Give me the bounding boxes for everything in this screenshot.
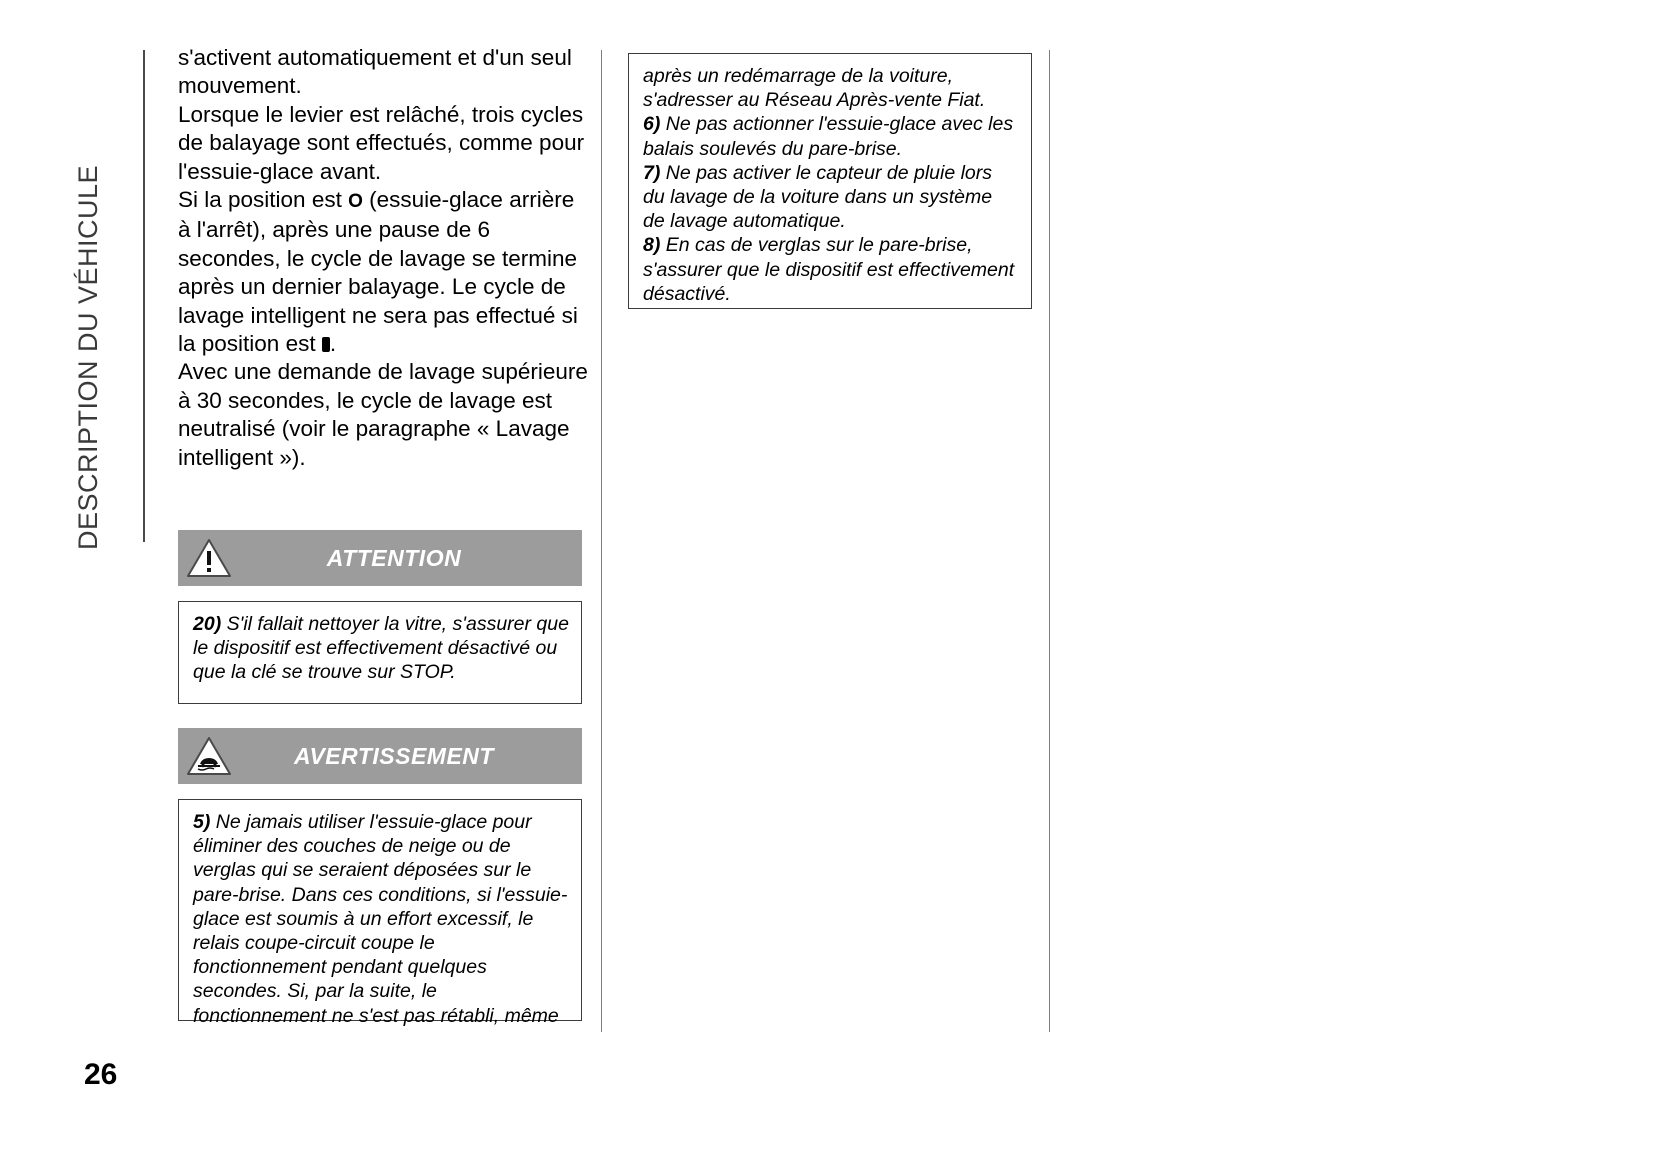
note-5-text: Ne jamais utiliser l'essuie-glace pour éliminer des couches de neige ou de verglas qui se seraient déposées sur le pare-brise. Dans ces conditions, si l'essuie-glace est soumis à un effort excessif, le relais coupe-circuit coupe le fonctionnement pendant quelques secondes. Si, par la suite, le fonctionnement ne s'est pas rétabli, même: [193, 811, 568, 1027]
note-box-20: [178, 601, 582, 704]
column-divider-left: [601, 50, 602, 1032]
avertissement-banner: [178, 728, 582, 784]
paragraph-3-part-c: .: [329, 331, 337, 357]
paragraph-3-part-a: Si la position est: [178, 187, 349, 213]
avertissement-banner-label: AVERTISSEMENT: [294, 742, 494, 769]
note-7-text: Ne pas activer le capteur de pluie lors du lavage de la voiture dans un système de lavage automatique.: [643, 161, 993, 233]
note-7-number: 7): [643, 161, 661, 184]
note-6-number: 6): [643, 113, 661, 136]
vertical-rule: [143, 50, 145, 542]
note-box-5: [178, 799, 582, 1027]
note-8-text: En cas de verglas sur le pare-brise, s'assurer que le dispositif est effectivement désactivé.: [643, 234, 1015, 305]
column-divider-right: [1049, 50, 1050, 1032]
warning-triangle-icon: [178, 530, 240, 586]
note-6-text: Ne pas actionner l'essuie-glace avec les balais soulevés du pare-brise.: [643, 113, 1014, 160]
note-box-right-column: [628, 53, 1032, 309]
note-5-number: 5): [193, 811, 211, 833]
attention-banner: [178, 530, 582, 586]
note-7-content: [643, 161, 1019, 234]
paragraph-4: Avec une demande de lavage supérieure à 30 secondes, le cycle de lavage est neutralisé (voir le paragraphe « Lavage intelligent »).: [178, 359, 588, 470]
attention-banner-label: ATTENTION: [326, 544, 462, 571]
right-note-intro: après un redémarrage de la voiture, s'adresser au Réseau Après-vente Fiat.: [643, 65, 986, 112]
vertical-chapter-title: [73, 50, 148, 550]
paragraph-2: Lorsque le levier est relâché, trois cycles de balayage sont effectués, comme pour l'essuie-glace avant.: [178, 101, 585, 184]
note-8-number: 8): [643, 234, 661, 257]
wiper-off-symbol-icon: O: [348, 191, 363, 213]
paragraph-1: s'activent automatiquement et d'un seul mouvement.: [178, 45, 572, 99]
note-20-content: [193, 612, 569, 685]
note-5-content: [193, 810, 569, 1028]
note-8-content: [643, 233, 1019, 306]
paragraph-3: [178, 186, 588, 358]
vertical-chapter-title-label: DESCRIPTION DU VÉHICULE: [73, 164, 103, 550]
paragraph-3-part-b: (essuie-glace arrière à l'arrêt), après une pause de 6 secondes, le cycle de lavage se termine après un dernier balayage. Le cycle de lavage intelligent ne sera pas effectué si la position est: [178, 187, 578, 357]
left-column-body: [178, 44, 588, 472]
car-slippery-triangle-icon: [178, 728, 240, 784]
note-6-content: [643, 112, 1019, 160]
note-20-text: S'il fallait nettoyer la vitre, s'assurer que le dispositif est effectivement désactivé ou que la clé se trouve sur STOP.: [193, 613, 569, 684]
wiper-bar-symbol-icon: [322, 337, 330, 352]
note-20-number: 20): [193, 613, 222, 635]
page-number: 26: [84, 1058, 118, 1091]
